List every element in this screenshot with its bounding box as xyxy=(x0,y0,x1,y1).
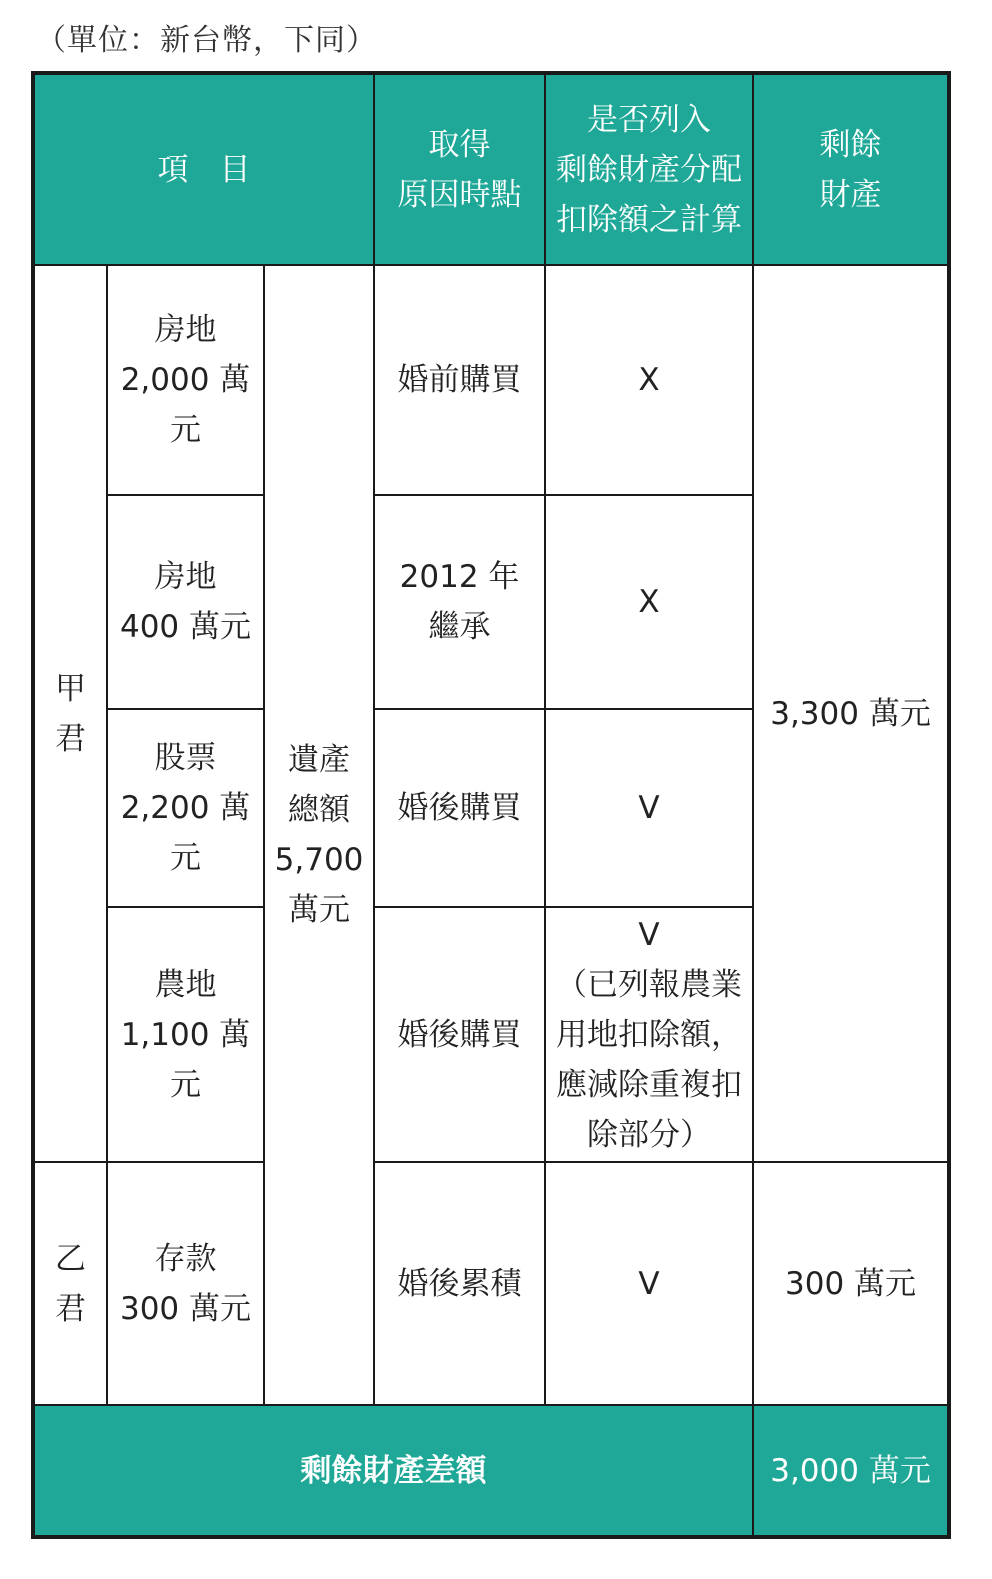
person-a-name: 甲 君 xyxy=(33,265,107,1162)
header-acquisition: 取得 原因時點 xyxy=(374,73,545,265)
header-row xyxy=(33,73,949,265)
acquisition-cell: 婚後購買 xyxy=(374,907,545,1162)
total-estate-cell: 遺產 總額 5,700 萬元 xyxy=(264,265,374,1405)
item-cell: 房地 2,000 萬 元 xyxy=(107,265,264,495)
included-cell: X xyxy=(545,265,753,495)
unit-note: （單位：新台幣，下同） xyxy=(36,23,377,58)
footer-value: 3,000 萬元 xyxy=(753,1405,949,1537)
person-a-remaining: 3,300 萬元 xyxy=(753,265,949,1162)
person-b-name: 乙 君 xyxy=(33,1162,107,1405)
header-remaining: 剩餘 財產 xyxy=(753,73,949,265)
header-item: 項 目 xyxy=(33,73,374,265)
table-row xyxy=(33,1162,949,1405)
item-cell: 股票 2,200 萬 元 xyxy=(107,709,264,907)
table-row xyxy=(33,265,949,495)
acquisition-cell: 婚後累積 xyxy=(374,1162,545,1405)
item-cell: 存款 300 萬元 xyxy=(107,1162,264,1405)
footer-row xyxy=(33,1405,949,1537)
included-cell: V xyxy=(545,1162,753,1405)
person-b-remaining: 300 萬元 xyxy=(753,1162,949,1405)
header-included: 是否列入 剩餘財產分配 扣除額之計算 xyxy=(545,73,753,265)
item-cell: 農地 1,100 萬 元 xyxy=(107,907,264,1162)
included-cell: V xyxy=(545,709,753,907)
acquisition-cell: 婚後購買 xyxy=(374,709,545,907)
item-cell: 房地 400 萬元 xyxy=(107,495,264,709)
acquisition-cell: 2012 年 繼承 xyxy=(374,495,545,709)
acquisition-cell: 婚前購買 xyxy=(374,265,545,495)
property-distribution-table xyxy=(31,71,951,1539)
included-cell: V （已列報農業 用地扣除額， 應減除重複扣 除部分） xyxy=(545,907,753,1162)
footer-label: 剩餘財產差額 xyxy=(33,1405,753,1537)
included-cell: X xyxy=(545,495,753,709)
